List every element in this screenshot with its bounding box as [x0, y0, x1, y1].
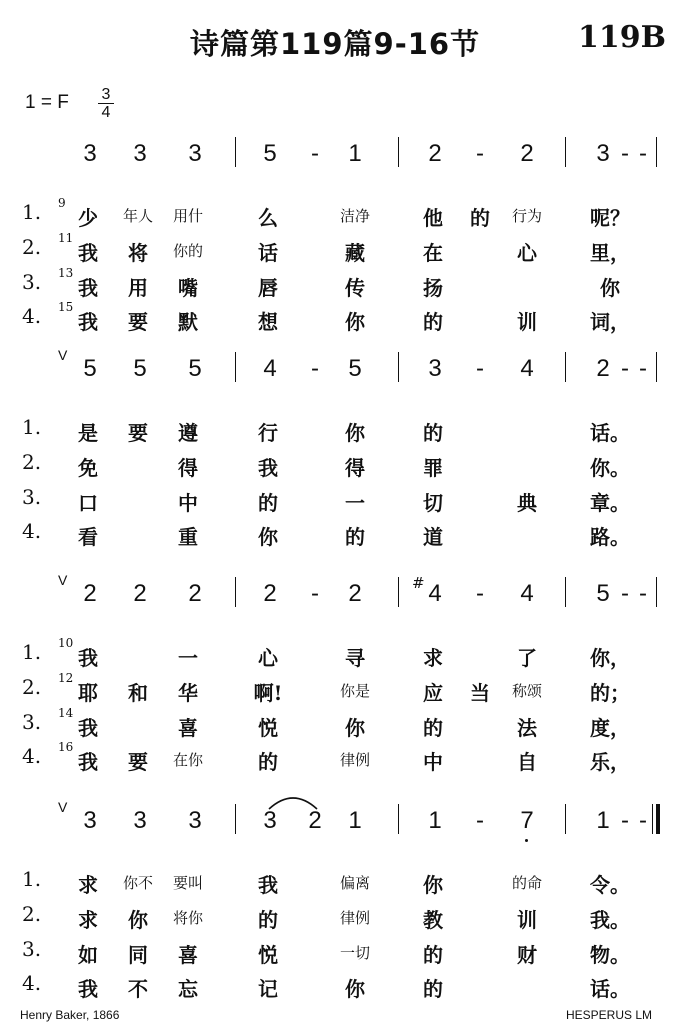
note: 2 [263, 580, 277, 607]
lyric-syllable: 耶 [78, 681, 98, 705]
verse-number: 3. [22, 710, 42, 734]
lyric-syllable: 乐， [590, 750, 630, 774]
lyric-syllable: 得 [178, 456, 198, 480]
sharp-sign: # [412, 574, 425, 592]
lyric-syllable: 我 [78, 646, 98, 670]
lyric-syllable: 称颂 [511, 682, 543, 700]
time-signature-top: 3 [101, 86, 111, 103]
lyric-syllable: 用什 [172, 207, 204, 225]
note: 4 [263, 355, 277, 382]
barline [235, 137, 236, 167]
lyric-syllable: 道 [423, 525, 443, 549]
note: - [311, 140, 319, 167]
note: 4 [520, 580, 534, 607]
note: - [639, 807, 647, 834]
note: - [639, 140, 647, 167]
verse-number: 4. [22, 304, 42, 328]
lyric-syllable: 默 [178, 310, 198, 334]
bible-verse-number: 14 [58, 706, 74, 720]
lyric-syllable: 你 [258, 525, 278, 549]
lyric-syllable: 你是 [339, 682, 371, 700]
lyric-syllable: 一 [178, 646, 198, 670]
lyric-syllable: 口 [78, 491, 98, 515]
barline [235, 352, 236, 382]
lyric-syllable: 和 [128, 681, 148, 705]
lyric-syllable: 度， [590, 716, 630, 740]
lyric-syllable: 我 [78, 977, 98, 1001]
lyric-syllable: 你 [345, 310, 365, 334]
verse-number: 1. [22, 415, 42, 439]
note: 1 [596, 807, 610, 834]
key-signature: 1 = F [25, 92, 69, 113]
end-barline [656, 137, 657, 167]
note: 3 [133, 807, 147, 834]
lyric-syllable: 忘 [178, 977, 198, 1001]
note: - [621, 807, 629, 834]
verse-number: 1. [22, 640, 42, 664]
barline [398, 577, 399, 607]
note: 2 [308, 807, 322, 834]
note: 5 [263, 140, 277, 167]
note: 1 [428, 807, 442, 834]
lyric-syllable: 唇 [258, 276, 278, 300]
lyric-syllable: 训 [517, 310, 537, 334]
note: 5 [188, 355, 202, 382]
bible-verse-number: 10 [58, 636, 74, 650]
lyric-syllable: 么 [258, 206, 278, 230]
note: 2 [520, 140, 534, 167]
lyric-syllable: 将 [128, 241, 148, 265]
lyric-syllable: 重 [178, 525, 198, 549]
page-title: 诗篇第119篇9-16节 [190, 27, 481, 61]
barline [398, 137, 399, 167]
note: 5 [133, 355, 147, 382]
note: - [621, 140, 629, 167]
lyric-syllable: 偏离 [339, 874, 371, 892]
lyric-syllable: 你的 [172, 242, 204, 260]
lyric-syllable: 年人 [122, 207, 154, 225]
note: 4 [428, 580, 442, 607]
barline [565, 352, 566, 382]
lyric-syllable: 喜 [178, 716, 198, 740]
verse-number: 3. [22, 270, 42, 294]
lyric-syllable: 物。 [590, 943, 630, 967]
lyric-syllable: 我 [258, 873, 278, 897]
bible-verse-number: 9 [58, 196, 66, 210]
lyric-syllable: 了 [517, 646, 537, 670]
lyric-syllable: 你 [345, 977, 365, 1001]
lyric-syllable: 记 [258, 977, 278, 1001]
lyric-syllable: 喜 [178, 943, 198, 967]
lyric-syllable: 词， [590, 310, 630, 334]
note: 7 [520, 807, 534, 834]
lyric-syllable: 遵 [178, 421, 198, 445]
lyric-syllable: 行 [258, 421, 278, 445]
note: - [621, 355, 629, 382]
lyric-syllable: 财 [517, 943, 537, 967]
lyric-syllable: 话。 [590, 977, 630, 1001]
barline [398, 804, 399, 834]
time-signature [96, 86, 116, 121]
lyric-syllable: 律例 [339, 751, 371, 769]
lyric-syllable: 悦 [258, 943, 278, 967]
lyric-syllable: 你。 [590, 456, 630, 480]
note: 3 [263, 807, 277, 834]
lyric-syllable: 路。 [590, 525, 630, 549]
lyric-syllable: 罪 [423, 456, 443, 480]
lyric-syllable: 同 [128, 943, 148, 967]
lyric-syllable: 求 [78, 908, 98, 932]
lyric-syllable: 切 [423, 491, 443, 515]
low-octave-dot [525, 839, 528, 842]
verse-number: 4. [22, 971, 42, 995]
note: 3 [83, 807, 97, 834]
lyric-syllable: 看 [78, 525, 98, 549]
verse-number: 2. [22, 902, 42, 926]
lyric-syllable: 话。 [590, 421, 630, 445]
lyric-syllable: 一 [345, 491, 365, 515]
lyric-syllable: 的 [258, 750, 278, 774]
lyric-syllable: 我 [78, 276, 98, 300]
bible-verse-number: 16 [58, 740, 74, 754]
note: 2 [133, 580, 147, 607]
lyric-syllable: 训 [517, 908, 537, 932]
lyric-syllable: 律例 [339, 909, 371, 927]
footer-tune: HESPERUS LM [566, 1008, 653, 1022]
lyric-syllable: 你 [128, 908, 148, 932]
barline [565, 577, 566, 607]
lyric-syllable: 我 [78, 716, 98, 740]
lyric-syllable: 我。 [590, 908, 630, 932]
verse-number: 2. [22, 675, 42, 699]
note: - [476, 140, 484, 167]
lyric-syllable: 的 [258, 908, 278, 932]
note: 3 [596, 140, 610, 167]
lyric-syllable: 你 [600, 276, 620, 300]
lyric-syllable: 心 [517, 241, 537, 265]
barline [235, 577, 236, 607]
lyric-syllable: 要叫 [172, 874, 204, 892]
lyric-syllable: 的 [258, 491, 278, 515]
end-barline [656, 577, 657, 607]
note: 4 [520, 355, 534, 382]
lyric-syllable: 华 [178, 681, 198, 705]
end-barline [656, 352, 657, 382]
bible-verse-number: 11 [58, 231, 74, 245]
lyric-syllable: 啊! [253, 681, 283, 705]
verse-number: 2. [22, 450, 42, 474]
lyric-syllable: 你 [345, 716, 365, 740]
lyric-syllable: 一切 [339, 944, 371, 962]
verse-number: 2. [22, 235, 42, 259]
note: - [476, 580, 484, 607]
note: 3 [188, 807, 202, 834]
note: 2 [428, 140, 442, 167]
lyric-syllable: 悦 [258, 716, 278, 740]
lyric-syllable: 如 [78, 943, 98, 967]
lyric-syllable: 的 [423, 421, 443, 445]
hymn-number: 119B [578, 20, 666, 55]
note: 2 [596, 355, 610, 382]
bible-verse-number: 15 [58, 300, 74, 314]
verse-number: 3. [22, 485, 42, 509]
lyric-syllable: 免 [78, 456, 98, 480]
verse-number: 1. [22, 200, 42, 224]
lyric-syllable: 不 [128, 977, 148, 1001]
lyric-syllable: 在你 [172, 751, 204, 769]
lyric-syllable: 藏 [345, 241, 365, 265]
barline [565, 804, 566, 834]
note: 2 [83, 580, 97, 607]
breath-mark: V [58, 572, 68, 588]
note: - [476, 355, 484, 382]
note: - [639, 355, 647, 382]
lyric-syllable: 教 [423, 908, 443, 932]
lyric-syllable: 典 [517, 491, 537, 515]
note: - [621, 580, 629, 607]
note: 3 [133, 140, 147, 167]
note: 5 [596, 580, 610, 607]
note: 1 [348, 807, 362, 834]
note: 1 [348, 140, 362, 167]
note: 2 [348, 580, 362, 607]
lyric-syllable: 得 [345, 456, 365, 480]
bible-verse-number: 13 [58, 266, 74, 280]
lyric-syllable: 自 [517, 750, 537, 774]
lyric-syllable: 的 [423, 977, 443, 1001]
note: 5 [348, 355, 362, 382]
barline [398, 352, 399, 382]
verse-number: 3. [22, 937, 42, 961]
verse-number: 4. [22, 744, 42, 768]
note: - [476, 807, 484, 834]
lyric-syllable: 应 [423, 681, 443, 705]
note: - [311, 580, 319, 607]
lyric-syllable: 我 [78, 750, 98, 774]
barline [235, 804, 236, 834]
note: - [311, 355, 319, 382]
note: 3 [428, 355, 442, 382]
footer-author: Henry Baker, 1866 [20, 1008, 120, 1022]
barline [565, 137, 566, 167]
lyric-syllable: 用 [128, 276, 148, 300]
lyric-syllable: 要 [128, 421, 148, 445]
slur [265, 791, 325, 811]
lyric-syllable: 的 [345, 525, 365, 549]
lyric-syllable: 的； [590, 681, 630, 705]
verse-number: 4. [22, 519, 42, 543]
lyric-syllable: 中 [423, 750, 443, 774]
note: 2 [188, 580, 202, 607]
lyric-syllable: 法 [517, 716, 537, 740]
lyric-syllable: 要 [128, 750, 148, 774]
lyric-syllable: 嘴 [178, 276, 198, 300]
note: 3 [188, 140, 202, 167]
lyric-syllable: 话 [258, 241, 278, 265]
lyric-syllable: 在 [423, 241, 443, 265]
lyric-syllable: 的 [423, 943, 443, 967]
breath-mark: V [58, 799, 68, 815]
lyric-syllable: 传 [345, 276, 365, 300]
lyric-syllable: 的 [423, 310, 443, 334]
verse-number: 1. [22, 867, 42, 891]
lyric-syllable: 要 [128, 310, 148, 334]
lyric-syllable: 你， [590, 646, 630, 670]
lyric-syllable: 我 [78, 241, 98, 265]
lyric-syllable: 的命 [511, 874, 543, 892]
lyric-syllable: 呢？ [590, 206, 630, 230]
lyric-syllable: 章。 [590, 491, 630, 515]
final-barline-thin [652, 804, 653, 834]
lyric-syllable: 求 [423, 646, 443, 670]
lyric-syllable: 寻 [345, 646, 365, 670]
lyric-syllable: 是 [78, 421, 98, 445]
lyric-syllable: 求 [78, 873, 98, 897]
lyric-syllable: 想 [258, 310, 278, 334]
lyric-syllable: 我 [258, 456, 278, 480]
lyric-syllable: 的 [423, 716, 443, 740]
lyric-syllable: 里， [590, 241, 630, 265]
breath-mark: V [58, 347, 68, 363]
time-signature-bottom: 4 [101, 104, 111, 121]
lyric-syllable: 他 [423, 206, 443, 230]
lyric-syllable: 当 [470, 681, 490, 705]
final-barline-thick [656, 804, 660, 834]
note: 5 [83, 355, 97, 382]
lyric-syllable: 你不 [122, 874, 154, 892]
lyric-syllable: 你 [423, 873, 443, 897]
lyric-syllable: 洁净 [339, 207, 371, 225]
note: 3 [83, 140, 97, 167]
lyric-syllable: 将你 [172, 909, 204, 927]
lyric-syllable: 扬 [423, 276, 443, 300]
lyric-syllable: 令。 [590, 873, 630, 897]
lyric-syllable: 中 [178, 491, 198, 515]
lyric-syllable: 你 [345, 421, 365, 445]
note: - [639, 580, 647, 607]
lyric-syllable: 的 [470, 206, 490, 230]
bible-verse-number: 12 [58, 671, 74, 685]
lyric-syllable: 少 [78, 206, 98, 230]
lyric-syllable: 行为 [511, 207, 543, 225]
lyric-syllable: 心 [258, 646, 278, 670]
lyric-syllable: 我 [78, 310, 98, 334]
